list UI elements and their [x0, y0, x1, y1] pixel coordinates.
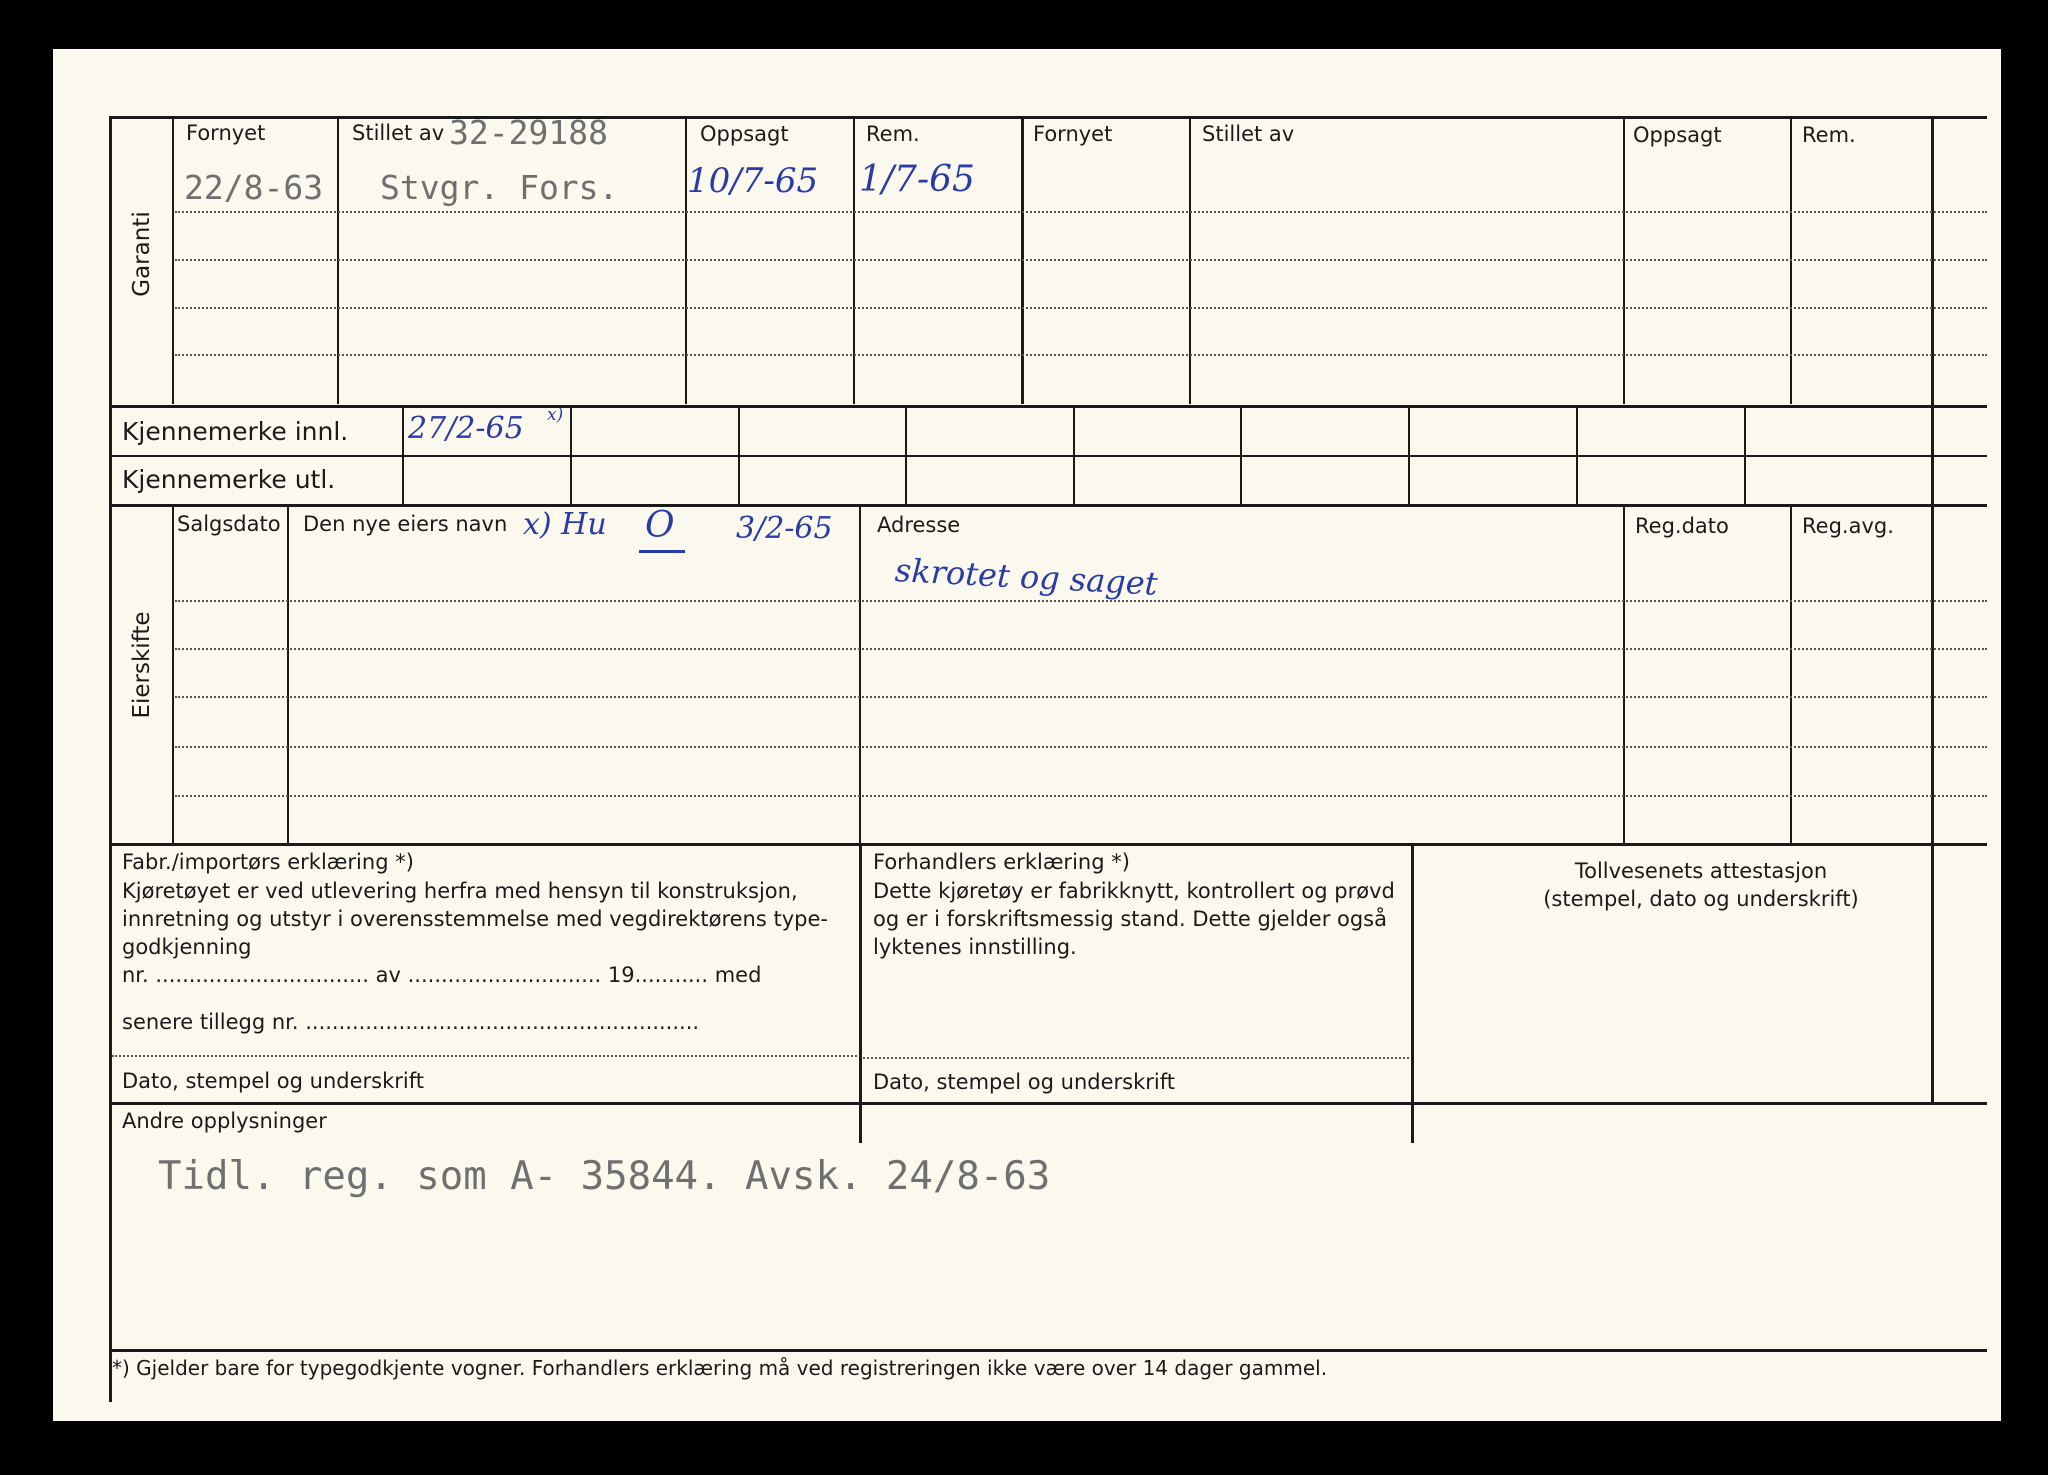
- typed-guarantee-number: 32-29188: [449, 113, 608, 152]
- handwritten-oppsagt-date: 10/7-65: [687, 161, 819, 201]
- erklaering-bottom-rule: [109, 1102, 1987, 1105]
- dotted-rule: [175, 307, 1987, 309]
- dotted-rule: [175, 354, 1987, 356]
- header-salgsdato: Salgsdato: [177, 512, 281, 536]
- bottom-rule: [109, 1349, 1987, 1352]
- header-rem: Rem.: [866, 122, 920, 146]
- dotted-rule: [175, 746, 1987, 748]
- handwritten-innl-date: 27/2-65: [408, 411, 524, 446]
- eierskifte-label: Eierskifte: [129, 611, 155, 719]
- registration-card: [53, 49, 2001, 1421]
- erklaering-col-rule: [859, 843, 862, 1143]
- dotted-rule: [175, 648, 1987, 650]
- left-frame-rule: [109, 116, 112, 1402]
- garanti-top-rule: [109, 116, 1987, 119]
- erklaering-top-rule: [109, 843, 1987, 846]
- header-rem-2: Rem.: [1802, 123, 1856, 147]
- dotted-rule: [863, 1057, 1409, 1059]
- footnote: *) Gjelder bare for typegodkjente vogner. Forhandlers erklæring må ved registreringen ikke være over 14 dager gammel.: [112, 1356, 1328, 1380]
- forhandler-body: Dette kjøretøy er fabrikknytt, kontrollert og prøvd og er i forskriftsmessig stand. Dette gjelder også lyktenes innstilling.: [873, 879, 1395, 959]
- erklaering-col-rule: [1411, 843, 1414, 1143]
- kjennemerke-utl-label: Kjennemerke utl.: [122, 465, 336, 494]
- kjennemerke-col-rule: [738, 407, 740, 504]
- kjennemerke-col-rule: [402, 407, 404, 504]
- fabrikk-title: Fabr./importørs erklæring *): [122, 850, 414, 874]
- kjennemerke-col-rule: [1408, 407, 1410, 504]
- dotted-rule: [175, 600, 1987, 602]
- dotted-rule: [175, 795, 1987, 797]
- kjennemerke-mid-rule: [109, 455, 1987, 457]
- typed-fornyet-date: 22/8-63: [184, 168, 324, 207]
- toll-title: Tollvesenets attestasjon: [1574, 859, 1828, 883]
- kjennemerke-col-rule: [1744, 407, 1746, 504]
- toll-subtitle: (stempel, dato og underskrift): [1543, 887, 1859, 911]
- eierskifte-col-rule: [287, 505, 289, 843]
- fabrikk-footer: Dato, stempel og underskrift: [122, 1069, 424, 1093]
- kjennemerke-col-rule: [1240, 407, 1242, 504]
- header-oppsagt: Oppsagt: [700, 122, 789, 146]
- fabrikk-nr-line: nr. ................................ av ............................. 19........... med: [122, 963, 762, 987]
- header-stillet-av-2: Stillet av: [1202, 122, 1295, 146]
- forhandler-footer: Dato, stempel og underskrift: [873, 1070, 1175, 1094]
- kjennemerke-col-rule: [570, 407, 572, 504]
- dotted-rule: [175, 211, 1987, 213]
- fabrikk-body: Kjøretøyet er ved utlevering herfra med hensyn til konstruksjon, innretning og utstyr i overensstemmelse med vegdirektørens type-godkjenning: [122, 879, 828, 959]
- handwritten-owner-mark: x) Hu: [523, 507, 607, 542]
- kjennemerke-col-rule: [905, 407, 907, 504]
- eierskifte-col-rule: [1623, 505, 1625, 843]
- dotted-rule: [112, 1055, 857, 1057]
- kjennemerke-innl-label: Kjennemerke innl.: [122, 417, 349, 446]
- kjennemerke-col-rule: [1073, 407, 1075, 504]
- typed-andre-opplysninger: Tidl. reg. som A- 35844. Avsk. 24/8-63: [158, 1154, 1051, 1199]
- dotted-rule: [175, 696, 1987, 698]
- handwritten-innl-mark: x): [547, 405, 564, 425]
- dotted-rule: [175, 259, 1987, 261]
- header-nye-eiers-navn: Den nye eiers navn: [303, 512, 508, 536]
- andre-label: Andre opplysninger: [122, 1109, 327, 1133]
- typed-stillet-av: Stvgr. Fors.: [380, 168, 619, 207]
- handwritten-circle-mark: O: [639, 505, 685, 553]
- header-fornyet-2: Fornyet: [1033, 122, 1113, 146]
- kjennemerke-col-rule: [1576, 407, 1578, 504]
- eierskifte-col-rule: [1790, 505, 1792, 843]
- eierskifte-col-rule: [859, 505, 861, 843]
- header-fornyet: Fornyet: [186, 121, 266, 145]
- handwritten-address-note: skrotet og saget: [894, 551, 1159, 603]
- header-reg-avg: Reg.avg.: [1802, 514, 1894, 538]
- eierskifte-col-rule: [172, 505, 174, 843]
- header-stillet-av: Stillet av: [352, 121, 445, 145]
- header-reg-dato: Reg.dato: [1635, 514, 1729, 538]
- kjennemerke-top-rule: [109, 405, 1987, 408]
- garanti-label: Garanti: [129, 211, 155, 297]
- kjennemerke-bottom-rule: [109, 504, 1987, 507]
- handwritten-owner-date: 3/2-65: [736, 511, 833, 546]
- forhandler-title: Forhandlers erklæring *): [873, 850, 1130, 874]
- handwritten-rem-date: 1/7-65: [859, 159, 975, 200]
- header-oppsagt-2: Oppsagt: [1633, 123, 1722, 147]
- right-frame-rule: [1931, 116, 1934, 1104]
- garanti-col-rule: [172, 116, 174, 404]
- fabrikk-senere-line: senere tillegg nr. ...........................................................: [122, 1010, 700, 1034]
- header-adresse: Adresse: [877, 513, 961, 537]
